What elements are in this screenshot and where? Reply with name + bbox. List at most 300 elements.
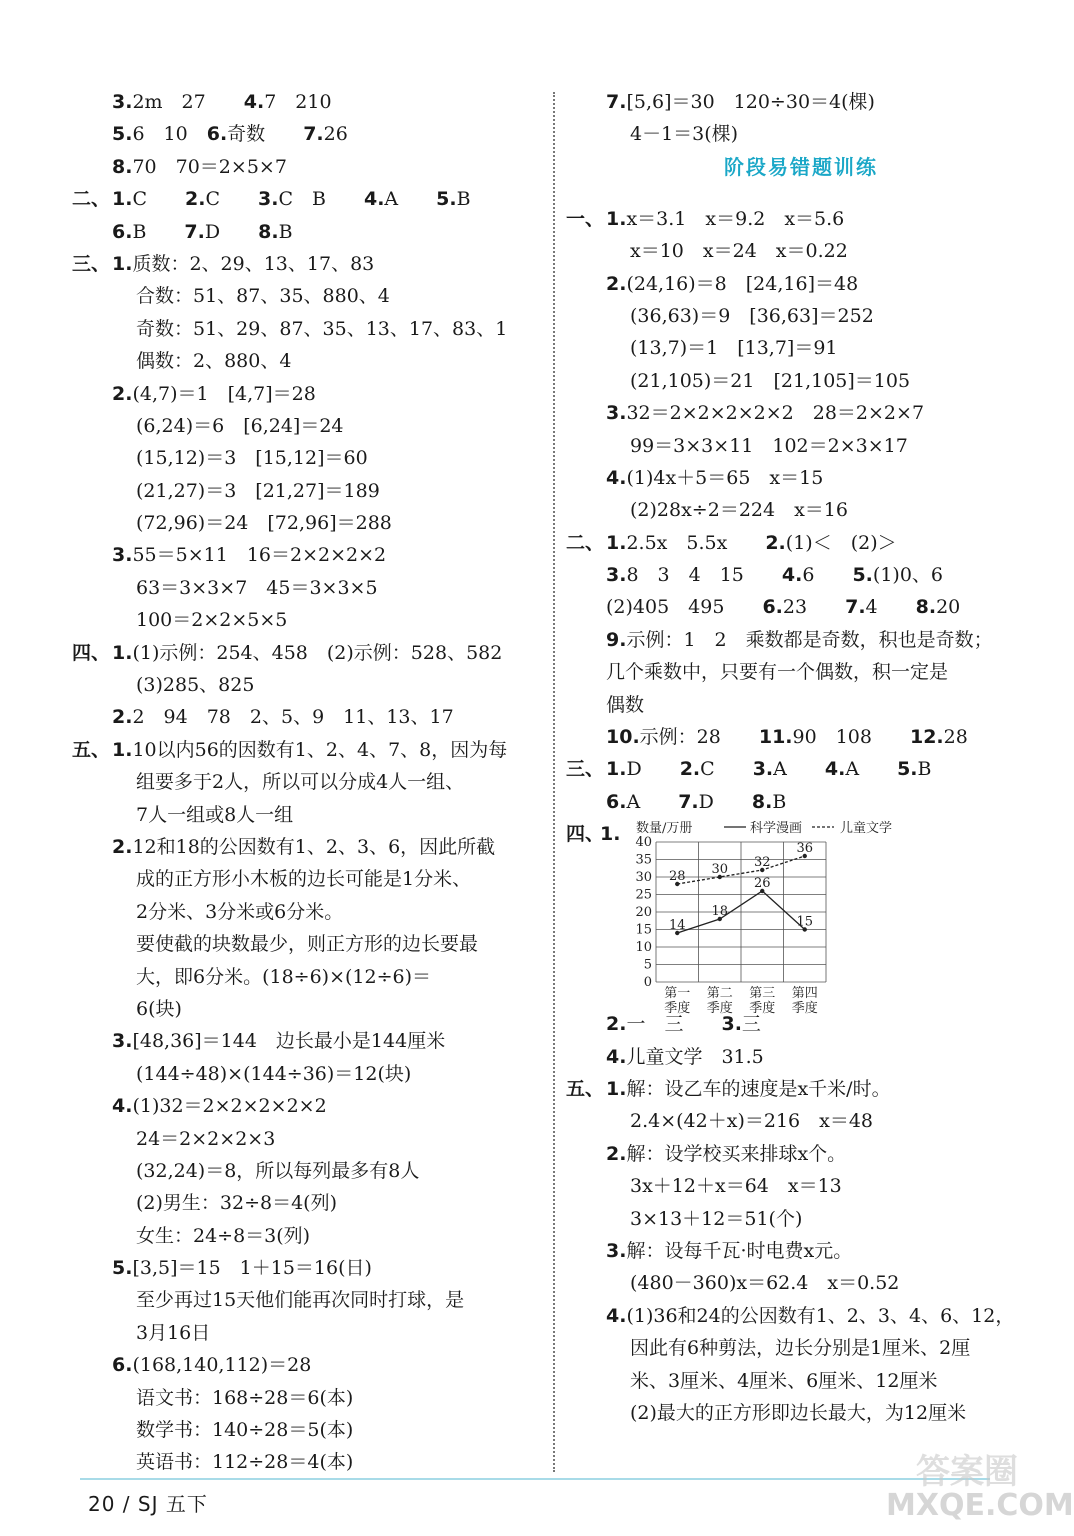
answer-continuation — [136, 410, 344, 442]
answer-continuation — [630, 1397, 966, 1429]
question-number: 2. — [679, 758, 701, 781]
question-number: 7. — [303, 123, 324, 146]
answer-text: C B — [278, 188, 364, 211]
answer-line — [72, 799, 542, 831]
answer-continuation — [136, 896, 343, 928]
answer-text: (2)最大的正方形即边长最大，为12厘米 — [630, 1401, 967, 1424]
answer-line — [566, 1008, 1036, 1040]
answer-parts — [112, 216, 293, 248]
answer-line — [566, 1300, 1036, 1332]
answer-parts — [112, 1090, 327, 1122]
answer-line — [72, 539, 542, 571]
answer-parts — [606, 86, 875, 118]
answer-line — [566, 1267, 1036, 1299]
x-tick-label: 季度 — [791, 1001, 818, 1017]
question-number: 4. — [781, 564, 803, 587]
answer-text: B — [278, 220, 293, 243]
answer-text: [48,36]＝144 边长最小是144厘米 — [132, 1030, 446, 1053]
answer-text: 数学书：140÷28＝5(本) — [136, 1419, 354, 1442]
answer-parts — [112, 734, 507, 766]
answer-text: 55＝5×11 16＝2×2×2×2 — [132, 544, 387, 567]
answer-continuation — [606, 591, 960, 623]
section-label: 三、 — [72, 252, 111, 275]
answer-line — [72, 1187, 542, 1219]
answer-line — [72, 1317, 542, 1349]
answer-continuation — [136, 993, 182, 1025]
answer-text: (21,105)＝21 [21,105]＝105 — [630, 369, 911, 392]
answer-line — [566, 1105, 1036, 1137]
answer-text: (1)0、6 — [872, 564, 943, 587]
answer-parts — [112, 86, 332, 118]
answer-line — [72, 507, 542, 539]
y-tick-label: 20 — [635, 905, 652, 921]
answer-text: 解：设每千瓦·时电费x元。 — [626, 1239, 853, 1262]
answer-parts — [606, 397, 924, 429]
answer-continuation — [630, 1332, 970, 1364]
watermark-url: MXQE.COM — [886, 1488, 1074, 1523]
answer-text: A — [773, 758, 825, 781]
question-number: 10. — [606, 726, 640, 749]
question-number: 1. — [112, 641, 133, 664]
answer-text: (2)405 495 — [606, 596, 763, 619]
answer-text: (480－360)x＝62.4 x＝0.52 — [630, 1272, 900, 1295]
question-number: 6. — [762, 596, 783, 619]
question-number: 11. — [758, 726, 793, 749]
question-number: 3. — [721, 1013, 742, 1036]
question-number: 1. — [606, 1077, 627, 1100]
answer-line — [72, 410, 542, 442]
question-number: 1. — [606, 758, 627, 781]
section-label: 四、 — [72, 641, 111, 664]
answer-text: 合数：51、87、35、880、4 — [136, 285, 390, 308]
answer-continuation — [630, 1203, 802, 1235]
question-number: 5. — [112, 1257, 133, 1280]
y-axis-label: 数量/万册 — [636, 821, 693, 837]
answer-text: 奇数 — [227, 123, 304, 146]
question-number: 2. — [112, 835, 133, 858]
y-tick-label: 25 — [635, 887, 652, 903]
y-tick-label: 15 — [635, 922, 652, 938]
answer-line — [72, 378, 542, 410]
question-number: 2. — [606, 272, 627, 295]
answer-text: 2.5x 5.5x — [626, 531, 766, 554]
x-tick-label: 第一 — [664, 986, 691, 1002]
answer-line — [566, 786, 1036, 818]
answer-parts — [606, 786, 786, 818]
answer-line — [566, 397, 1036, 429]
answer-line — [566, 118, 1036, 150]
answer-text: 6 — [802, 564, 853, 587]
answer-line — [566, 332, 1036, 364]
answer-line — [72, 1155, 542, 1187]
answer-text: 2m 27 — [132, 91, 244, 113]
answer-line — [566, 753, 1036, 785]
answer-line — [72, 1284, 542, 1316]
question-number: 1. — [606, 207, 627, 230]
watermark-logo — [880, 1440, 1074, 1530]
question-number: 5. — [897, 758, 918, 781]
answer-text: 7人一组或8人一组 — [136, 803, 294, 826]
answer-continuation — [630, 1170, 842, 1202]
answer-parts — [606, 1073, 891, 1105]
x-tick-label: 季度 — [749, 1001, 776, 1017]
answer-text: (1)32＝2×2×2×2×2 — [132, 1095, 327, 1118]
answer-parts — [606, 527, 897, 559]
answer-continuation — [136, 961, 431, 993]
answer-continuation — [136, 766, 464, 798]
question-number: 4. — [606, 1045, 627, 1068]
answer-parts — [606, 268, 858, 300]
answer-line — [72, 961, 542, 993]
answer-text: 90 108 — [792, 726, 910, 749]
answer-text: 2分米、3分米或6分米。 — [136, 900, 344, 923]
answer-text: 语文书：168÷28＝6(本) — [136, 1386, 354, 1409]
question-number: 1. — [606, 531, 627, 554]
answer-line — [566, 559, 1036, 591]
answer-line — [566, 591, 1036, 623]
answer-parts — [112, 701, 454, 733]
answer-line — [72, 280, 542, 312]
answer-text: 3×13＋12＝51(个) — [630, 1207, 803, 1230]
y-tick-label: 30 — [635, 870, 652, 886]
answer-line — [72, 1220, 542, 1252]
data-label: 32 — [753, 855, 771, 871]
answer-continuation — [630, 494, 848, 526]
answer-text: 因此有6种剪法，边长分别是1厘米、2厘 — [630, 1337, 971, 1360]
answer-continuation — [136, 507, 392, 539]
answer-text: B — [917, 758, 932, 781]
question-number: 4. — [606, 466, 627, 489]
answer-parts — [112, 1025, 445, 1057]
answer-text: D — [204, 220, 259, 243]
answer-text: 63＝3×3×7 45＝3×3×5 — [136, 576, 378, 599]
answer-line — [566, 365, 1036, 397]
answer-continuation — [136, 1058, 411, 1090]
answer-continuation — [136, 572, 378, 604]
question-number: 5. — [852, 564, 873, 587]
answer-parts — [606, 1041, 764, 1073]
question-number: 12. — [909, 726, 944, 749]
question-number: 3. — [112, 91, 133, 113]
question-number: 8. — [915, 596, 937, 619]
answer-text: C — [132, 188, 185, 211]
question-number: 7. — [845, 596, 866, 619]
answer-continuation — [136, 345, 291, 377]
answer-line — [566, 1332, 1036, 1364]
answer-continuation — [630, 235, 848, 267]
answer-text: C — [700, 758, 753, 781]
section-label: 五、 — [566, 1077, 605, 1100]
answer-text: 20 — [936, 596, 961, 619]
data-label: 26 — [753, 876, 771, 892]
left-column — [72, 86, 542, 1479]
answer-text: D — [698, 790, 752, 813]
line-chart — [628, 818, 928, 1017]
answer-line — [566, 1203, 1036, 1235]
answer-line — [566, 268, 1036, 300]
answer-text: 组要多于2人，所以可以分成4人一组、 — [136, 771, 465, 794]
answer-line — [72, 248, 542, 280]
answer-line — [566, 86, 1036, 118]
answer-continuation — [136, 1123, 275, 1155]
right-after-answers — [566, 1008, 1036, 1429]
answer-parts — [112, 637, 502, 669]
answer-text: 7 210 — [264, 91, 332, 113]
section-label: 一、 — [566, 207, 605, 230]
answer-continuation — [136, 1446, 353, 1478]
answer-line — [72, 863, 542, 895]
answer-text: 英语书：112÷28＝4(本) — [136, 1451, 354, 1474]
answer-line — [72, 1446, 542, 1478]
x-tick-label: 第三 — [749, 986, 776, 1002]
answer-continuation — [136, 280, 390, 312]
x-tick-label: 第二 — [706, 986, 733, 1002]
page-footer: 20 / SJ 五下 — [88, 1492, 208, 1516]
answer-line — [566, 462, 1036, 494]
question-number: 1. — [112, 188, 133, 211]
answer-text: 4 — [865, 596, 916, 619]
answer-text: (1)36和24的公因数有1、2、3、4、6、12， — [626, 1304, 1015, 1327]
footer-rule — [80, 1478, 990, 1480]
answer-text: (13,7)＝1 [13,7]＝91 — [630, 337, 838, 360]
question-number: 2. — [606, 1142, 627, 1165]
data-label: 18 — [711, 904, 729, 920]
right-top-answers — [566, 86, 1036, 151]
question-number: 3. — [606, 402, 627, 425]
question-number: 1. — [112, 738, 133, 761]
answer-text: 6 10 — [132, 123, 207, 146]
answer-text: 女生：24÷8＝3(列) — [136, 1224, 311, 1247]
answer-continuation — [630, 365, 910, 397]
answer-continuation — [630, 430, 908, 462]
answer-line — [72, 1058, 542, 1090]
answer-text: 24＝2×2×2×3 — [136, 1127, 276, 1150]
question-number: 4. — [112, 1095, 133, 1118]
section-label: 二、 — [72, 188, 111, 211]
question-number: 5. — [112, 123, 133, 146]
answer-parts — [606, 753, 931, 785]
answer-continuation — [136, 313, 507, 345]
question-number: 2. — [112, 706, 133, 729]
answer-line — [566, 430, 1036, 462]
answer-text: 解：设学校买来排球x个。 — [626, 1142, 847, 1165]
answer-text: (72,96)＝24 [72,96]＝288 — [136, 512, 392, 535]
answer-text: (21,27)＝3 [21,27]＝189 — [136, 479, 380, 502]
question-number: 6. — [112, 220, 133, 243]
answer-line — [566, 689, 1036, 721]
answer-continuation — [630, 1267, 899, 1299]
chart-question-number: 1. — [600, 823, 621, 846]
question-number: 4. — [606, 1304, 627, 1327]
answer-line — [72, 637, 542, 669]
answer-line — [72, 475, 542, 507]
answer-text: 偶数 — [606, 693, 645, 716]
question-number: 6. — [606, 790, 627, 813]
question-number: 6. — [112, 1354, 133, 1377]
answer-text: C — [205, 188, 258, 211]
answer-parts — [606, 721, 968, 753]
answer-line — [566, 656, 1036, 688]
question-number: 2. — [112, 382, 133, 405]
answer-text: 2 94 78 2、5、9 11、13、17 — [132, 706, 454, 729]
question-number: 7. — [606, 91, 627, 113]
answer-text: (3)285、825 — [136, 674, 255, 697]
answer-parts — [606, 1235, 852, 1267]
data-label: 15 — [796, 914, 814, 930]
answer-line — [72, 313, 542, 345]
answer-text: 偶数：2、880、4 — [136, 350, 292, 373]
answer-line — [72, 118, 542, 150]
answer-line — [72, 669, 542, 701]
answer-text: 至少再过15天他们能再次同时打球，是 — [136, 1289, 465, 1312]
answer-parts — [606, 462, 823, 494]
answer-text: 示例：1 2 乘数都是奇数，积也是奇数； — [626, 628, 993, 651]
legend-label: 儿童文学 — [840, 821, 893, 837]
answer-line — [566, 494, 1036, 526]
answer-line — [566, 300, 1036, 332]
answer-line — [72, 1349, 542, 1381]
question-number: 8. — [258, 220, 279, 243]
answer-text: (2)28x÷2＝224 x＝16 — [630, 499, 848, 522]
answer-text: D — [626, 758, 680, 781]
answer-continuation — [606, 656, 948, 688]
data-label: 28 — [668, 869, 686, 885]
answer-continuation — [630, 118, 738, 150]
answer-text: 质数：2、29、13、17、83 — [132, 252, 375, 275]
answer-parts — [112, 118, 348, 150]
section-label: 二、 — [566, 531, 605, 554]
answer-parts — [606, 1300, 1014, 1332]
answer-text: (6,24)＝6 [6,24]＝24 — [136, 414, 344, 437]
answer-continuation — [630, 332, 838, 364]
answer-text: B — [456, 188, 471, 211]
answer-continuation — [136, 1155, 419, 1187]
answer-text: 4－1＝3(棵) — [630, 123, 739, 146]
answer-continuation — [136, 1284, 464, 1316]
answer-text: 8 3 4 15 — [626, 564, 782, 587]
answer-line — [566, 1041, 1036, 1073]
y-tick-label: 5 — [643, 957, 652, 973]
question-number: 2. — [185, 188, 206, 211]
question-number: 3. — [606, 564, 627, 587]
chart-section-label: 四、 — [566, 823, 605, 846]
question-number: 1. — [112, 252, 133, 275]
answer-text: [3,5]＝15 1＋15＝16(日) — [132, 1257, 372, 1280]
question-number: 4. — [824, 758, 846, 781]
answer-line — [72, 151, 542, 183]
x-tick-label: 季度 — [664, 1001, 691, 1017]
answer-continuation — [136, 863, 471, 895]
question-number: 3. — [112, 1030, 133, 1053]
answer-line — [566, 1073, 1036, 1105]
stage-title: 阶段易错题训练 — [724, 154, 878, 179]
answer-text: 要使截的块数最少，则正方形的边长要最 — [136, 933, 479, 956]
section-label: 三、 — [566, 758, 605, 781]
answer-line — [566, 1138, 1036, 1170]
question-number: 5. — [436, 188, 457, 211]
y-tick-label: 10 — [635, 940, 652, 956]
answer-continuation — [136, 1187, 337, 1219]
answer-text: 100＝2×2×5×5 — [136, 609, 288, 632]
answer-text: 3x＋12＋x＝64 x＝13 — [630, 1175, 842, 1198]
answer-text: 解：设乙车的速度是x千米/时。 — [626, 1077, 891, 1100]
answer-text: (144÷48)×(144÷36)＝12(块) — [136, 1062, 412, 1085]
question-number: 3. — [606, 1239, 627, 1262]
answer-line — [72, 1382, 542, 1414]
answer-text: [5,6]＝30 120÷30＝4(棵) — [626, 91, 875, 113]
answer-text: 3月16日 — [136, 1321, 211, 1344]
answer-line — [72, 928, 542, 960]
answer-parts — [606, 1008, 761, 1040]
answer-line — [72, 993, 542, 1025]
answer-continuation — [136, 475, 380, 507]
answer-parts — [112, 151, 287, 183]
answer-line — [566, 721, 1036, 753]
answer-text: 三 — [741, 1013, 761, 1036]
answer-text: 32＝2×2×2×2×2 28＝2×2×7 — [626, 402, 925, 425]
answer-continuation — [136, 1317, 210, 1349]
answer-text: 10以内56的因数有1、2、4、7、8，因为每 — [132, 738, 508, 761]
stage-section — [566, 151, 1036, 203]
answer-line — [566, 624, 1036, 656]
answer-line — [72, 604, 542, 636]
answer-line — [72, 766, 542, 798]
answer-text: x＝10 x＝24 x＝0.22 — [630, 240, 848, 263]
y-tick-label: 40 — [635, 835, 652, 851]
answer-line — [72, 1025, 542, 1057]
question-number: 3. — [112, 544, 133, 567]
answer-continuation — [136, 1414, 353, 1446]
answer-line — [72, 572, 542, 604]
question-number: 3. — [258, 188, 279, 211]
answer-line — [566, 1170, 1036, 1202]
answer-text: (2)男生：32÷8＝4(列) — [136, 1192, 338, 1215]
answer-continuation — [630, 300, 874, 332]
data-label: 30 — [711, 862, 729, 878]
answer-line — [72, 831, 542, 863]
answer-text: (4,7)＝1 [4,7]＝28 — [132, 382, 316, 405]
answer-parts — [112, 183, 471, 215]
answer-line — [72, 734, 542, 766]
right-column — [566, 86, 1036, 1429]
answer-continuation — [136, 1382, 353, 1414]
question-number: 2. — [606, 1013, 627, 1036]
answer-text: 2.4×(42＋x)＝216 x＝48 — [630, 1110, 874, 1133]
answer-text: (1)示例：254、458 (2)示例：528、582 — [132, 641, 503, 664]
x-tick-label: 季度 — [706, 1001, 733, 1017]
answer-text: 几个乘数中，只要有一个偶数，积一定是 — [606, 661, 949, 684]
answer-line — [72, 183, 542, 215]
y-tick-label: 0 — [643, 975, 652, 991]
answer-parts — [112, 539, 386, 571]
answer-continuation — [136, 928, 478, 960]
answer-line — [72, 86, 542, 118]
answer-text: 大，即6分米。(18÷6)×(12÷6)＝ — [136, 965, 432, 988]
answer-line — [566, 203, 1036, 235]
answer-text: 99＝3×3×11 102＝2×3×17 — [630, 434, 908, 457]
answer-line — [566, 235, 1036, 267]
answer-parts — [112, 1349, 311, 1381]
answer-line — [72, 1414, 542, 1446]
question-number: 4. — [243, 91, 265, 113]
answer-line — [566, 527, 1036, 559]
question-number: 8. — [751, 790, 773, 813]
answer-line — [72, 701, 542, 733]
right-main-answers — [566, 203, 1036, 818]
chart-row — [566, 818, 1036, 1017]
question-number: 7. — [678, 790, 699, 813]
answer-text: (32,24)＝8，所以每列最多有8人 — [136, 1159, 420, 1182]
